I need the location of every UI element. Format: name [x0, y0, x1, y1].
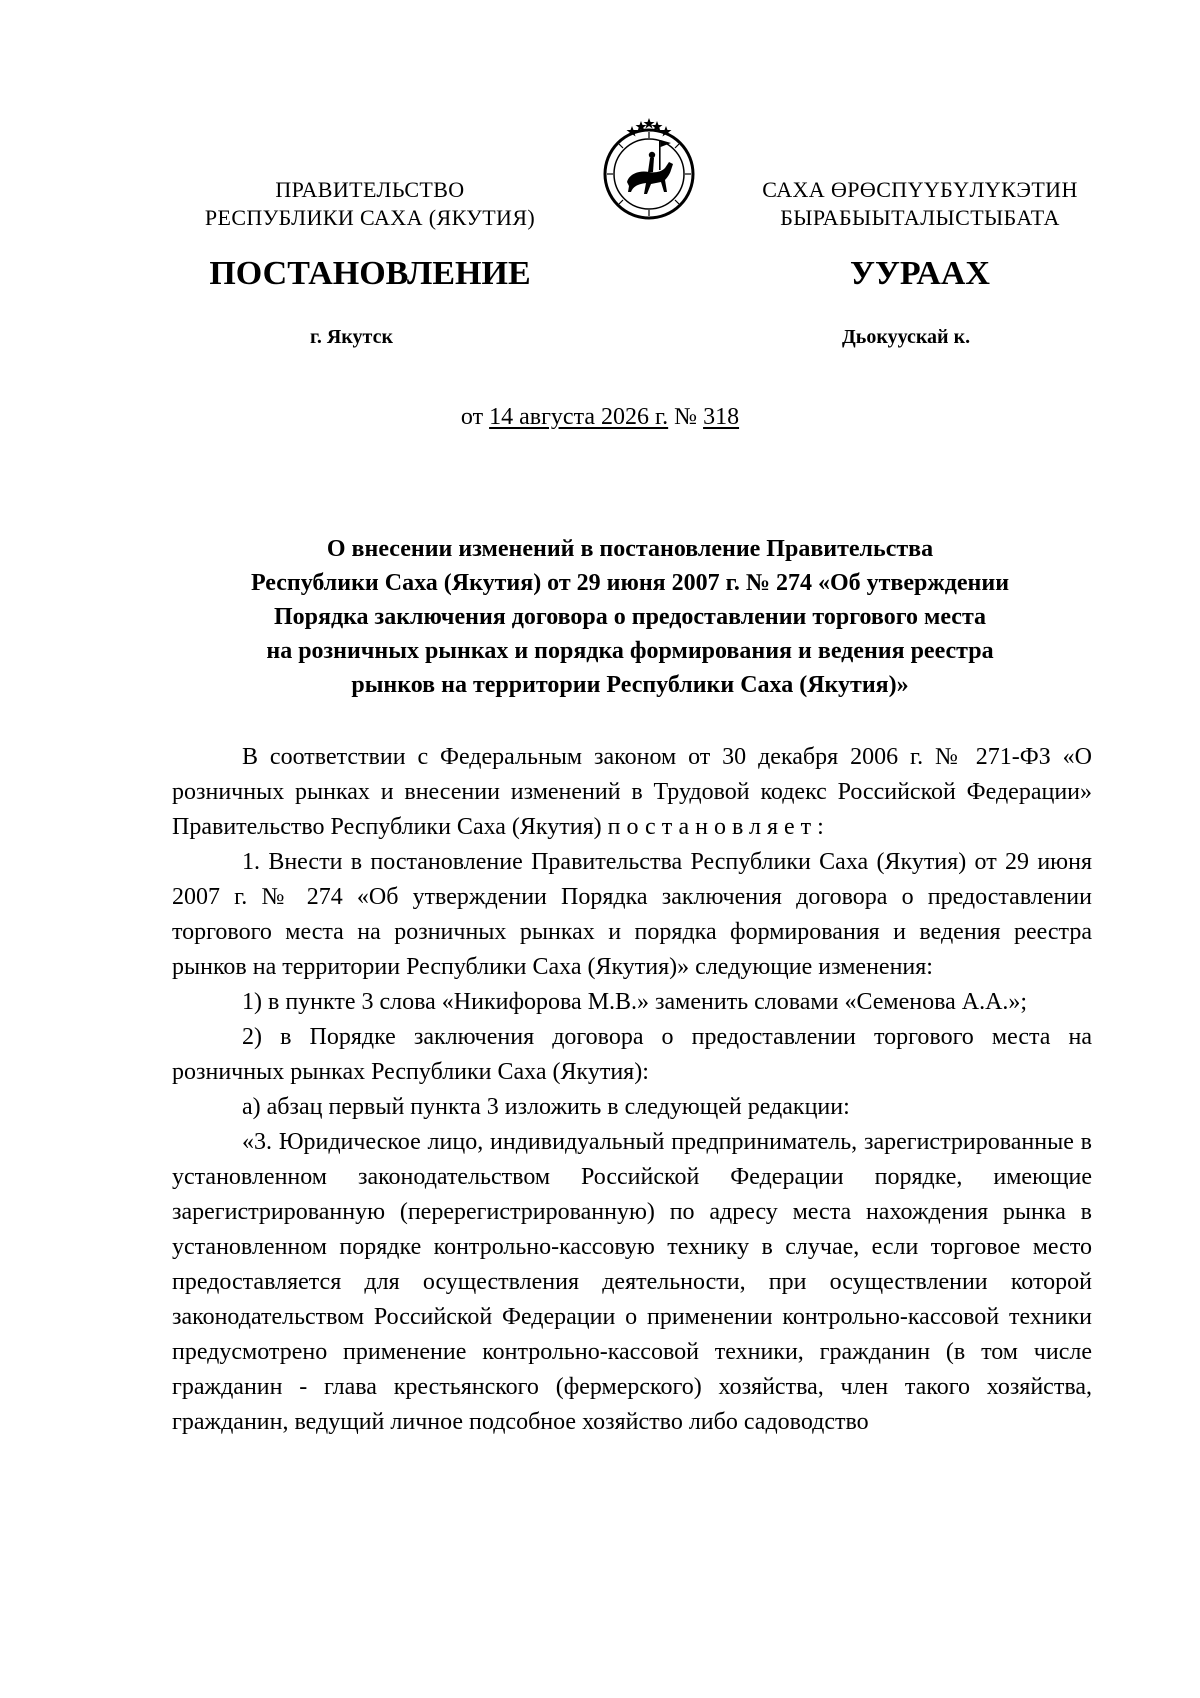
date-prefix: от — [460, 404, 484, 430]
document-title — [170, 532, 1090, 702]
title-line: Республики Саха (Якутия) от 29 июня 2007 г. № 274 «Об утверждении — [250, 570, 1010, 596]
header-right-line1: САХА ӨРӨСПҮҮБҮЛҮКЭТИН — [762, 177, 1078, 202]
header-right-line2: БЫРАБЫЫТАЛЫСТЫБАТА — [780, 205, 1060, 230]
coat-of-arms-icon — [593, 112, 705, 224]
date-number-line — [0, 402, 1200, 432]
title-line: рынков на территории Республики Саха (Якутия)» — [351, 672, 909, 698]
header-right — [720, 176, 1120, 232]
coat-of-arms-emblem — [593, 112, 705, 224]
city-sakha: Дьокуускай к. — [842, 326, 971, 348]
resolves-word: постановляет: — [607, 814, 830, 840]
paragraph-item-1: 1. Внести в постановление Правительства Республики Саха (Якутия) от 29 июня 2007 г. № 274 «Об утверждении Порядка заключения договора о предоставлении торгового места на розничных рынках и порядка формирования и ведения реестра рынков на территории Республики Саха (Якутия)» следующие изменения: — [172, 849, 1092, 980]
number-sign: № — [674, 404, 698, 430]
document-number: 318 — [703, 404, 740, 430]
paragraph-quoted-clause-3: «3. Юридическое лицо, индивидуальный предприниматель, зарегистрированные в установленном законодательством Российской Федерации порядке, имеющие зарегистрированную (перерегистрированную) по адресу места нахождения рынка в установленном порядке контрольно-кассовую технику в случае, если торговое место предоставляется для осуществления деятельности, при осуществлении которой законодательством Российской Федерации о применении контрольно-кассовой техники предусмотрено применение контрольно-кассовой техники, гражданин (в том числе гражданин - глава крестьянского (фермерского) хозяйства, член такого хозяйства, гражданин, ведущий личное подсобное хозяйство либо садоводство — [172, 1129, 1092, 1435]
paragraph-preamble — [172, 740, 1092, 845]
title-line: Порядка заключения договора о предоставлении торгового места — [273, 604, 987, 630]
header-left-line1: ПРАВИТЕЛЬСТВО — [275, 177, 465, 202]
paragraph-subitem-2: 2) в Порядке заключения договора о предоставлении торгового места на розничных рынках Республики Саха (Якутия): — [172, 1024, 1092, 1085]
title-line: О внесении изменений в постановление Правительства — [326, 536, 934, 562]
header-left-line2: РЕСПУБЛИКИ САХА (ЯКУТИЯ) — [204, 205, 536, 230]
preamble-text: В соответствии с Федеральным законом от 30 декабря 2006 г. № 271-ФЗ «О розничных рынках и внесении изменений в Трудовой кодекс Российской Федерации» Правительство Республики Саха (Якутия) — [172, 744, 1092, 840]
header-left — [170, 176, 570, 232]
document-date: 14 августа 2026 г. — [489, 404, 669, 430]
paragraph-subitem-a: а) абзац первый пункта 3 изложить в следующей редакции: — [242, 1094, 850, 1120]
doc-type-ru: ПОСТАНОВЛЕНИЕ — [209, 255, 531, 292]
paragraph-subitem-1: 1) в пункте 3 слова «Никифорова М.В.» заменить словами «Семенова А.А.»; — [242, 989, 1028, 1015]
city-ru: г. Якутск — [310, 326, 393, 348]
title-line: на розничных рынках и порядка формирования и ведения реестра — [266, 638, 994, 664]
document-body — [172, 740, 1092, 1440]
doc-type-sakha: УУРААХ — [850, 255, 990, 292]
